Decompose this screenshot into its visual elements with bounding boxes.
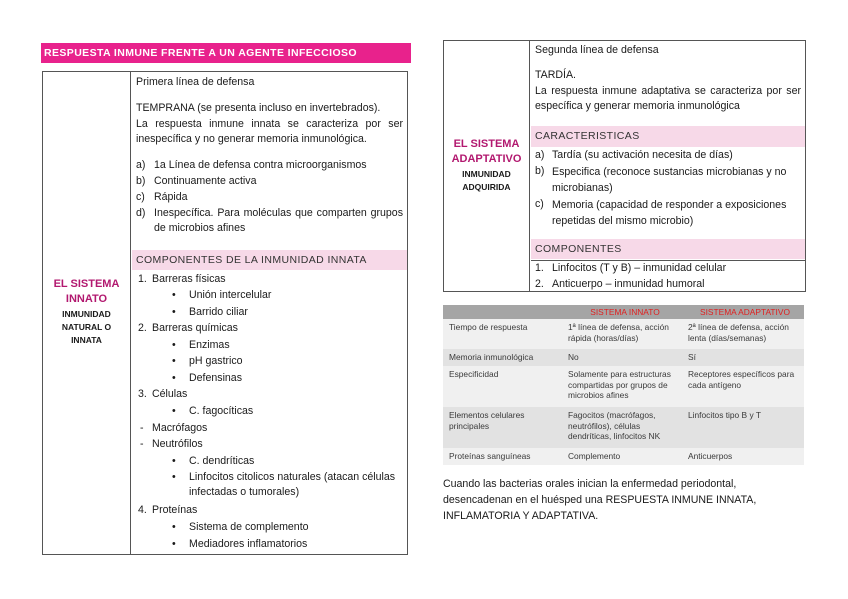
table-cell: Tiempo de respuesta [449,322,528,332]
table-cell: Complemento [568,451,621,461]
table-cell: Anticuerpos [688,451,733,461]
adaptive-characteristics-heading: CARACTERISTICAS [531,126,805,147]
table-cell: Sí [688,352,696,362]
list-item: 2. Barreras químicas [138,322,238,334]
innate-timing: TEMPRANA (se presenta incluso en invertebrados). [136,102,381,114]
adaptive-description: La respuesta inmune adaptativa se caracteriza por ser específica y generar memoria inmunológica [535,85,801,112]
adaptive-title-line-1: EL SISTEMA [453,138,520,150]
table-header-cell: SISTEMA INNATO [590,307,660,317]
table-row [443,366,804,407]
list-item: b) Especifica (reconoce sustancias microbianas y no microbianas) [535,165,787,194]
list-item: • C. fagocíticas [172,405,254,417]
innate-content-column [132,72,407,554]
list-item: • Unión intercelular [172,289,272,301]
adaptive-subtitle-line-1: INMUNIDAD [462,169,511,179]
adaptive-content-column [531,41,805,291]
table-row [443,407,804,448]
innate-title-line-2: INNATO [65,293,108,305]
innate-components-heading: COMPONENTES DE LA INMUNIDAD INNATA [132,250,407,270]
table-row [443,448,804,465]
table-cell: Proteínas sanguíneas [449,451,531,461]
adaptive-label-column [444,41,530,291]
list-item: c) Rápida [136,191,188,203]
table-row [443,349,804,366]
adaptive-subtitle-line-2: ADQUIRIDA [462,182,511,192]
innate-subtitle-line-3: INNATA [71,335,102,345]
innate-system-table [42,71,408,555]
list-item: d) Inespecífica. Para moléculas que comparten grupos de microbios afines [136,207,403,234]
table-cell: Especificidad [449,369,499,379]
table-cell: No [568,352,579,362]
table-cell: Fagocitos (macrófagos, neutrófilos), células dendríticas, linfocitos NK [568,410,661,442]
adaptive-components-heading: COMPONENTES [531,239,805,259]
list-item: - Macrófagos [140,422,208,434]
list-item: • Sistema de complemento [172,521,309,533]
table-cell: Solamente para estructuras compartidas por grupos de microbios afines [568,369,671,401]
innate-title-line-1: EL SISTEMA [53,278,120,290]
adaptive-line-heading: Segunda línea de defensa [535,44,659,56]
list-item: a) 1a Línea de defensa contra microorganismos [136,159,367,171]
list-item: 2. Anticuerpo – inmunidad humoral [535,278,705,290]
table-cell: Linfocitos tipo B y T [688,410,761,420]
adaptive-system-table [443,40,806,292]
table-cell: 1ª línea de defensa, acción rápida (horas/días) [568,322,669,343]
list-item: b) Continuamente activa [136,175,257,187]
table-cell: Receptores específicos para cada antígeno [688,369,795,390]
table-row [443,319,804,349]
list-item: • Barrido ciliar [172,306,248,318]
table-header-row [443,305,804,319]
innate-label-column [43,72,131,554]
list-item: • pH gastrico [172,355,243,367]
table-header-cell: SISTEMA ADAPTATIVO [700,307,790,317]
list-item: • Linfocitos citolicos naturales (atacan células infectadas o tumorales) [172,471,396,498]
list-item: • Mediadores inflamatorios [172,538,308,550]
innate-subtitle-line-2: NATURAL O [61,322,112,332]
table-cell: 2ª línea de defensa, acción lenta (días/semanas) [688,322,789,343]
list-item: 3. Células [138,388,188,400]
adaptive-title-line-2: ADAPTATIVO [451,153,522,165]
table-cell: Elementos celulares principales [449,410,525,431]
list-item: c) Memoria (capacidad de responder a exposiciones repetidas del mismo microbio) [535,198,787,227]
summary-paragraph: Cuando las bacterias orales inician la enfermedad periodontal, desencadenan en el huésped una RESPUESTA INMUNE INNATA, INFLAMATORIA Y ADAPTATIVA. [443,478,757,522]
list-item: • Enzimas [172,339,230,351]
table-cell: Memoria inmunológica [449,352,534,362]
list-item: • Defensinas [172,372,242,384]
list-item: • C. dendríticas [172,455,255,467]
innate-subtitle-line-1: INMUNIDAD [62,309,111,319]
adaptive-timing: TARDÍA. [535,69,577,81]
list-item: 4. Proteínas [138,504,198,516]
innate-line-heading: Primera línea de defensa [136,76,255,88]
list-item: 1. Barreras físicas [138,273,226,285]
innate-description: La respuesta inmune innata se caracteriza por ser inespecífica y no generar memoria inmunológica. [136,118,403,145]
list-item: a) Tardía (su activación necesita de días) [535,149,733,161]
list-item: 1. Linfocitos (T y B) – inmunidad celular [535,262,727,274]
comparison-table [443,305,804,465]
list-item: - Neutrófilos [140,438,203,450]
page-banner-title: RESPUESTA INMUNE FRENTE A UN AGENTE INFECCIOSO [41,43,411,63]
